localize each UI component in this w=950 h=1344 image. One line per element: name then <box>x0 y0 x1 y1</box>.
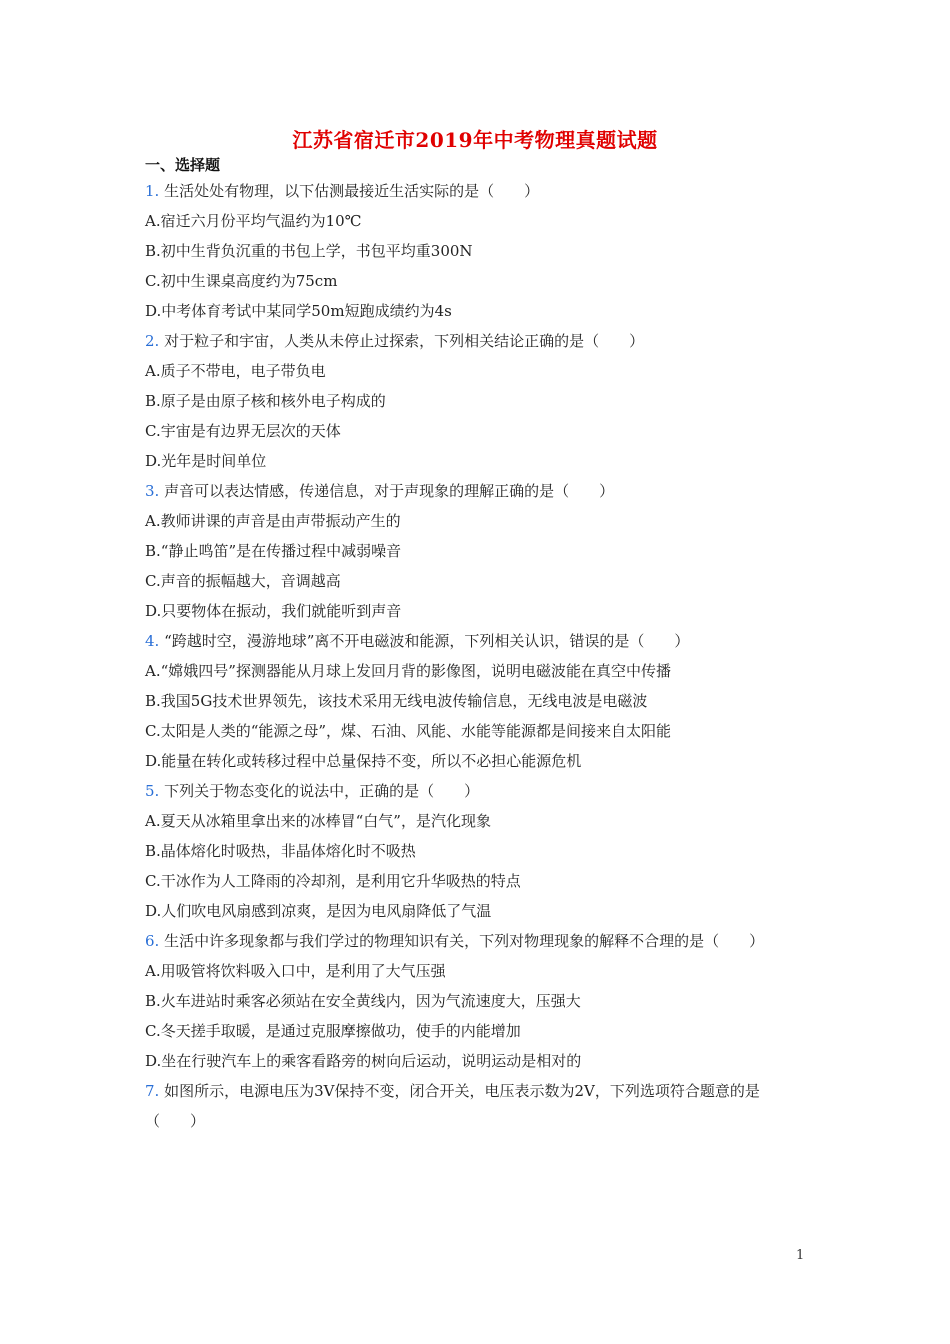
option-a: A.夏天从冰箱里拿出来的冰棒冒“白气”，是汽化现象 <box>145 812 491 830</box>
option-b: B.原子是由原子核和核外电子构成的 <box>145 392 386 410</box>
option-a: A.教师讲课的声音是由声带振动产生的 <box>145 512 401 530</box>
question-stem <box>145 176 810 206</box>
question-number: 2. <box>145 332 160 350</box>
question-text: 如图所示，电源电压为3V保持不变，闭合开关，电压表示数为2V，下列选项符合题意的是（ ） <box>145 1082 760 1130</box>
option-a: A.宿迁六月份平均气温约为10℃ <box>145 212 362 230</box>
option-c: C.太阳是人类的“能源之母”，煤、石油、风能、水能等能源都是间接来自太阳能 <box>145 722 672 740</box>
option-a: A.质子不带电，电子带负电 <box>145 362 326 380</box>
document-title: 江苏省宿迁市2019年中考物理真题试题 <box>292 128 658 152</box>
question-text: “跨越时空，漫游地球”离不开电磁波和能源，下列相关认识，错误的是（ ） <box>164 632 690 650</box>
option-b: B.我国5G技术世界领先，该技术采用无线电波传输信息，无线电波是电磁波 <box>145 692 648 710</box>
page-number: 1 <box>796 1248 805 1263</box>
question-1 <box>145 176 810 326</box>
question-number: 7. <box>145 1082 160 1100</box>
option-c: C.声音的振幅越大，音调越高 <box>145 572 341 590</box>
option-c: C.宇宙是有边界无层次的天体 <box>145 422 341 440</box>
question-number: 5. <box>145 782 160 800</box>
question-4 <box>145 626 810 776</box>
question-7 <box>145 1076 810 1136</box>
question-text: 下列关于物态变化的说法中，正确的是（ ） <box>164 782 480 800</box>
option-a: A.“嫦娥四号”探测器能从月球上发回月背的影像图，说明电磁波能在真空中传播 <box>145 662 671 680</box>
option-d: D.光年是时间单位 <box>145 452 267 470</box>
question-6 <box>145 926 810 1076</box>
question-stem <box>145 626 810 656</box>
option-d: D.能量在转化或转移过程中总量保持不变，所以不必担心能源危机 <box>145 752 582 770</box>
question-text: 生活处处有物理，以下估测最接近生活实际的是（ ） <box>164 182 540 200</box>
question-number: 4. <box>145 632 160 650</box>
question-stem <box>145 476 810 506</box>
question-2 <box>145 326 810 476</box>
option-b: B.初中生背负沉重的书包上学，书包平均重300N <box>145 242 473 260</box>
option-b: B.“静止鸣笛”是在传播过程中减弱噪音 <box>145 542 402 560</box>
option-c: C.干冰作为人工降雨的冷却剂，是利用它升华吸热的特点 <box>145 872 521 890</box>
question-stem <box>145 776 810 806</box>
option-d: D.只要物体在振动，我们就能听到声音 <box>145 602 402 620</box>
option-c: C.初中生课桌高度约为75cm <box>145 272 338 290</box>
question-list <box>145 176 810 1136</box>
question-text: 声音可以表达情感，传递信息，对于声现象的理解正确的是（ ） <box>164 482 615 500</box>
option-b: B.晶体熔化时吸热，非晶体熔化时不吸热 <box>145 842 416 860</box>
option-c: C.冬天搓手取暖，是通过克服摩擦做功，使手的内能增加 <box>145 1022 521 1040</box>
question-text: 生活中许多现象都与我们学过的物理知识有关，下列对物理现象的解释不合理的是（ ） <box>164 932 765 950</box>
option-d: D.坐在行驶汽车上的乘客看路旁的树向后运动，说明运动是相对的 <box>145 1052 582 1070</box>
question-5 <box>145 776 810 926</box>
option-d: D.中考体育考试中某同学50m短跑成绩约为4s <box>145 302 452 320</box>
question-number: 6. <box>145 932 160 950</box>
question-stem <box>145 926 810 956</box>
option-b: B.火车进站时乘客必须站在安全黄线内，因为气流速度大，压强大 <box>145 992 581 1010</box>
question-number: 1. <box>145 182 160 200</box>
section-heading: 一、选择题 <box>145 156 221 174</box>
question-3 <box>145 476 810 626</box>
question-number: 3. <box>145 482 160 500</box>
option-a: A.用吸管将饮料吸入口中，是利用了大气压强 <box>145 962 446 980</box>
option-d: D.人们吹电风扇感到凉爽，是因为电风扇降低了气温 <box>145 902 492 920</box>
question-text: 对于粒子和宇宙，人类从未停止过探索，下列相关结论正确的是（ ） <box>164 332 645 350</box>
question-stem <box>145 326 810 356</box>
question-stem <box>145 1076 810 1136</box>
